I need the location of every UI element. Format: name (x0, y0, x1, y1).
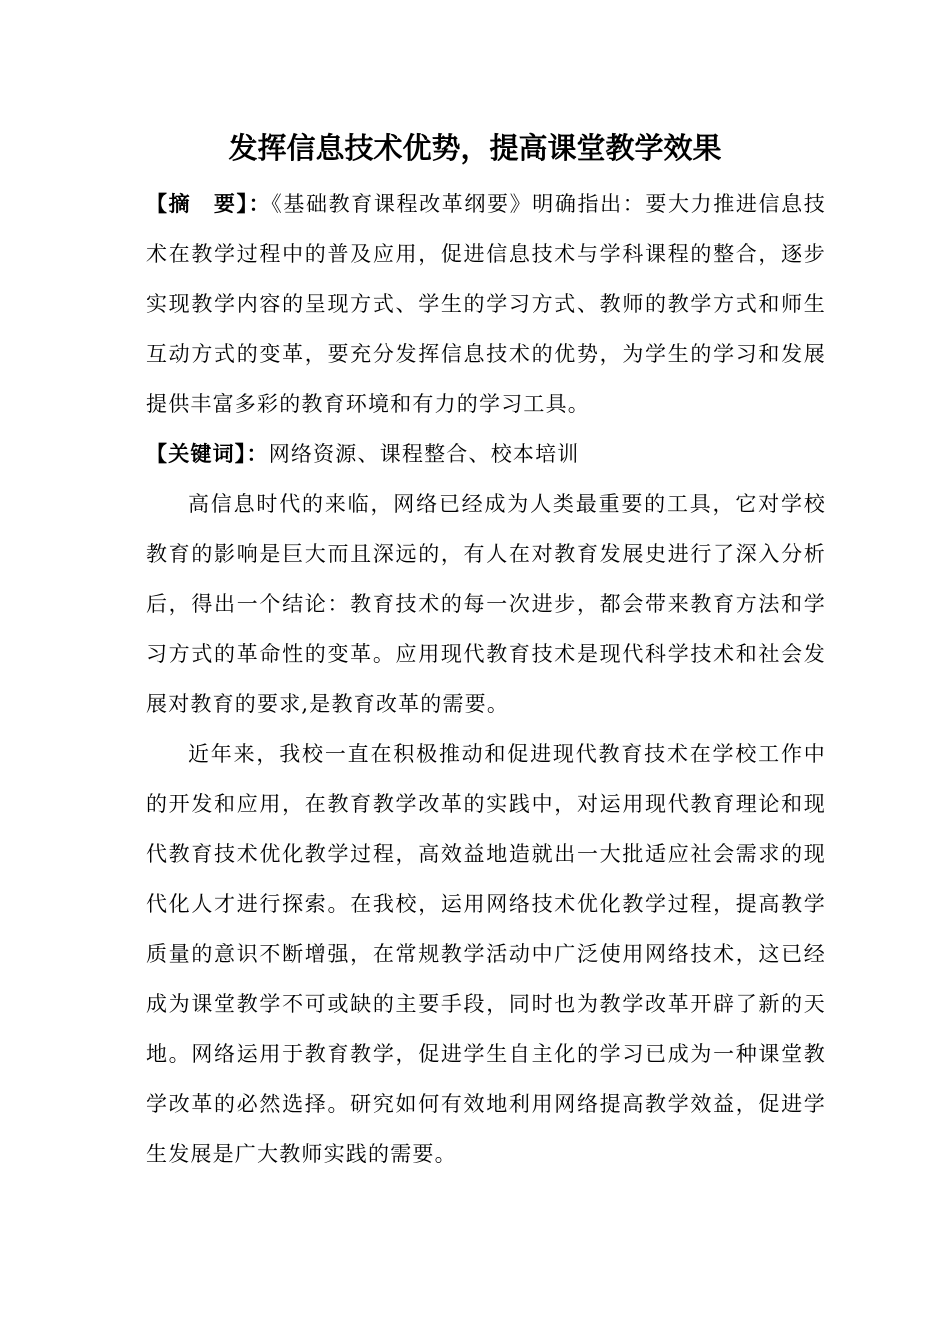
body-paragraph-2: 近年来，我校一直在积极推动和促进现代教育技术在学校工作中的开发和应用，在教育教学改革的实践中，对运用现代教育理论和现代教育技术优化教学过程，高效益地造就出一大批适应社会需求的现代化人才进行探索。在我校，运用网络技术优化教学过程，提高教学质量的意识不断增强，在常规教学活动中广泛使用网络技术，这已经成为课堂教学不可或缺的主要手段，同时也为教学改革开辟了新的天地。网络运用于教育教学，促进学生自主化的学习已成为一种课堂教学改革的必然选择。研究如何有效地利用网络提高教学效益，促进学生发展是广大教师实践的需要。 (146, 742, 826, 1166)
abstract-text: 《基础教育课程改革纲要》明确指出：要大力推进信息技术在教学过程中的普及应用，促进信息技术与学科课程的整合，逐步实现教学内容的呈现方式、学生的学习方式、教师的教学方式和师生互动方式的变革，要充分发挥信息技术的优势，为学生的学习和发展提供丰富多彩的教育环境和有力的学习工具。 (146, 192, 827, 416)
keywords-paragraph (146, 429, 826, 479)
document-body (146, 179, 826, 1179)
keywords-label: 【关键词】： (146, 442, 269, 466)
abstract-paragraph (146, 179, 826, 429)
document-title: 发挥信息技术优势，提高课堂教学效果 (228, 131, 722, 165)
keywords-text: 网络资源、课程整合、校本培训 (268, 442, 580, 466)
abstract-label: 【摘 要】： (146, 192, 272, 216)
body-paragraph-1: 高信息时代的来临，网络已经成为人类最重要的工具，它对学校教育的影响是巨大而且深远的，有人在对教育发展史进行了深入分析后，得出一个结论：教育技术的每一次进步，都会带来教育方法和学习方式的革命性的变革。应用现代教育技术是现代科学技术和社会发展对教育的要求,是教育改革的需要。 (146, 492, 826, 716)
